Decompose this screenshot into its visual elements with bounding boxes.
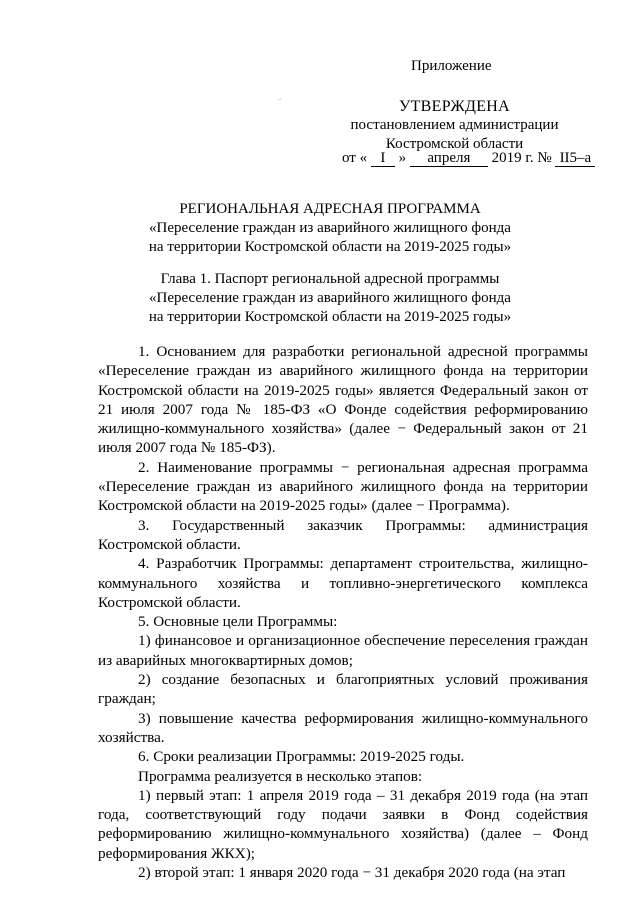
approved-by-line1: постановлением администрации: [350, 117, 559, 133]
paragraph: 3. Государственный заказчик Программы: администрация Костромской области.: [98, 516, 588, 553]
approval-block: [0, 97, 639, 154]
paragraph: 1. Основанием для разработки региональной адресной программы «Переселение граждан из аварийного жилищного фонда на территории Костромской области на 2019-2025 годы» является Федеральный закон от 21 июля 2007 года № 185-ФЗ «О Фонде содействия реформированию жилищно-коммунального хозяйства» (далее − Федеральный закон от 21 июля 2007 года № 185-ФЗ).: [98, 343, 588, 457]
chapter-title-line3: на территории Костромской области на 2019-2025 годы»: [148, 309, 512, 325]
paragraph: 2) создание безопасных и благоприятных условий проживания граждан;: [98, 671, 588, 708]
paragraph: 4. Разработчик Программы: департамент строительства, жилищно-коммунального хозяйства и топливно-энергетического комплекса Костромской области.: [98, 555, 588, 611]
approved-by-line2: Костромской области: [385, 136, 524, 152]
program-title-line1: РЕГИОНАЛЬНАЯ АДРЕСНАЯ ПРОГРАММА: [179, 201, 481, 217]
program-title-line2: «Переселение граждан из аварийного жилищного фонда: [149, 220, 511, 236]
date-prefix: от «: [342, 150, 368, 166]
date-day: I: [371, 151, 395, 167]
approval-date-line: [342, 150, 595, 167]
paragraph: 6. Сроки реализации Программы: 2019-2025 годы.: [138, 748, 465, 766]
paragraph: Программа реализуется в несколько этапов:: [138, 767, 423, 785]
chapter-title-line1: Глава 1. Паспорт региональной адресной программы: [160, 271, 500, 287]
decree-number: II5–а: [555, 151, 595, 167]
paragraph: 5. Основные цели Программы:: [138, 613, 338, 631]
date-year: 2019 г. №: [491, 150, 552, 166]
paragraph: 3) повышение качества реформирования жилищно-коммунального хозяйства.: [98, 709, 588, 746]
paragraph: 2) второй этап: 1 января 2020 года − 31 декабря 2020 года (на этап: [138, 864, 566, 882]
program-title-line3: на территории Костромской области на 2019-2025 годы»: [148, 239, 512, 255]
body-text: [98, 342, 588, 882]
paragraph: 2. Наименование программы − региональная адресная программа «Переселение граждан из аварийного жилищного фонда на территории Костромской области на 2019-2025 годы» (далее − Программа).: [98, 458, 588, 515]
paragraph: 1) первый этап: 1 апреля 2019 года – 31 декабря 2019 года (на этап года, соответствующий году подачи заявки в Фонд содействия реформированию жилищно-коммунального хозяйства) (далее – Фонд реформирования ЖКХ);: [98, 786, 588, 862]
scan-speck: ∙ˑ: [278, 96, 282, 104]
approved-heading: УТВЕРЖДЕНА: [398, 98, 510, 115]
appendix-label: Приложение: [411, 58, 492, 74]
date-mid: »: [398, 150, 407, 166]
program-title: [40, 200, 620, 257]
chapter-title: [40, 270, 620, 327]
chapter-title-line2: «Переселение граждан из аварийного жилищного фонда: [149, 290, 511, 306]
date-month: апреля: [410, 151, 488, 167]
paragraph: 1) финансовое и организационное обеспечение переселения граждан из аварийных многоквартирных домов;: [98, 632, 588, 669]
